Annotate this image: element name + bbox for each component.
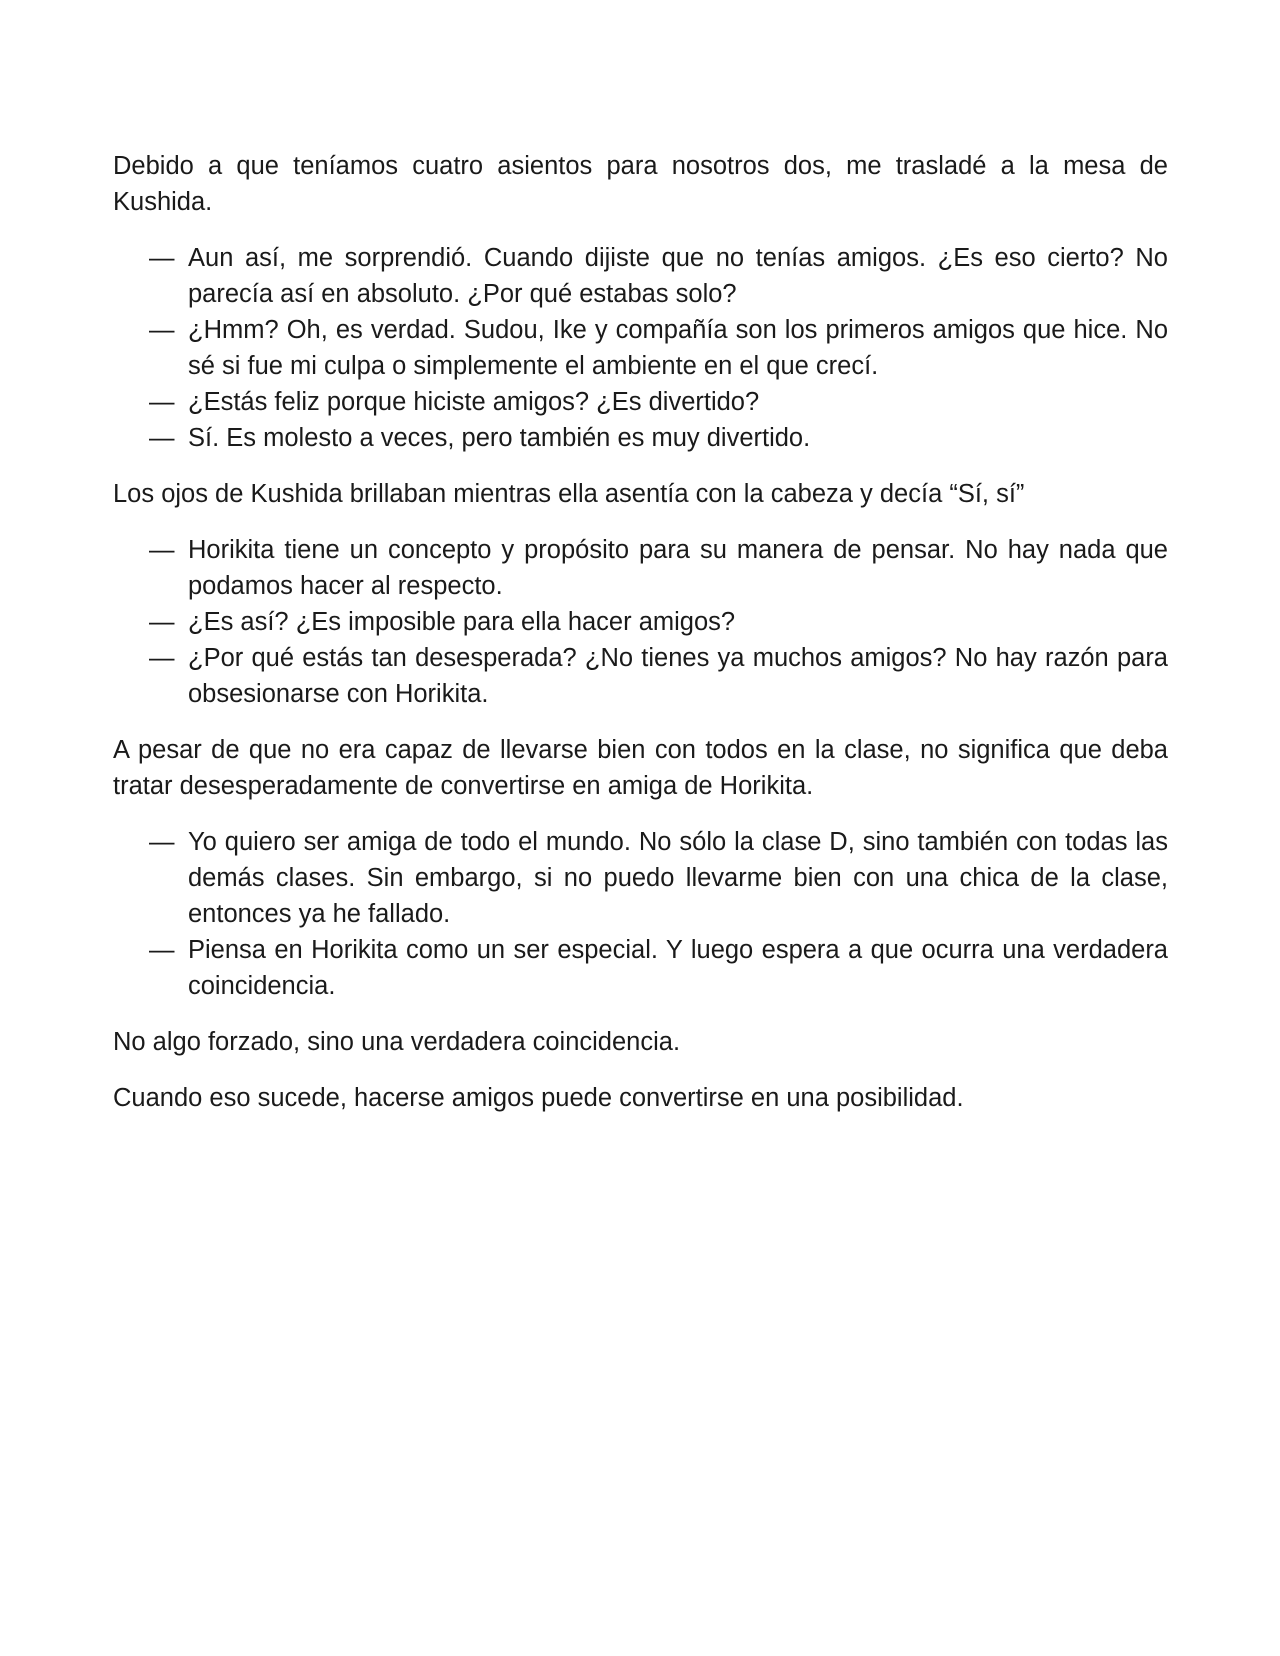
dialogue-line bbox=[113, 532, 1168, 604]
paragraph: Debido a que teníamos cuatro asientos para nosotros dos, me trasladé a la mesa de Kushida. bbox=[113, 152, 1168, 216]
dialogue-block bbox=[113, 532, 1168, 712]
dialogue-line bbox=[113, 932, 1168, 1004]
dialogue-block bbox=[113, 240, 1168, 456]
paragraph: Cuando eso sucede, hacerse amigos puede convertirse en una posibilidad. bbox=[113, 1084, 964, 1112]
paragraph: No algo forzado, sino una verdadera coincidencia. bbox=[113, 1028, 681, 1056]
dialogue-dash: — bbox=[149, 388, 175, 416]
dialogue-dash: — bbox=[149, 608, 175, 636]
dialogue-line bbox=[113, 312, 1168, 384]
dialogue-text: ¿Estás feliz porque hiciste amigos? ¿Es divertido? bbox=[188, 388, 760, 416]
dialogue-block bbox=[113, 824, 1168, 1004]
dialogue-text: Aun así, me sorprendió. Cuando dijiste que no tenías amigos. ¿Es eso cierto? No parecía así en absoluto. ¿Por qué estabas solo? bbox=[188, 244, 1168, 308]
document-page bbox=[113, 148, 1168, 1136]
dialogue-text: Piensa en Horikita como un ser especial. Y luego espera a que ocurra una verdadera coincidencia. bbox=[188, 936, 1168, 1000]
dialogue-text: Yo quiero ser amiga de todo el mundo. No sólo la clase D, sino también con todas las demás clases. Sin embargo, si no puedo llevarme bien con una chica de la clase, entonces ya he fallado. bbox=[188, 828, 1168, 928]
dialogue-text: ¿Por qué estás tan desesperada? ¿No tienes ya muchos amigos? No hay razón para obsesionarse con Horikita. bbox=[188, 644, 1168, 708]
dialogue-line bbox=[113, 240, 1168, 312]
dialogue-dash: — bbox=[149, 244, 175, 272]
dialogue-dash: — bbox=[149, 936, 175, 964]
dialogue-dash: — bbox=[149, 644, 175, 672]
dialogue-line bbox=[113, 640, 1168, 712]
dialogue-line bbox=[113, 384, 1168, 420]
dialogue-text: ¿Hmm? Oh, es verdad. Sudou, Ike y compañía son los primeros amigos que hice. No sé si fue mi culpa o simplemente el ambiente en el que crecí. bbox=[188, 316, 1168, 380]
dialogue-dash: — bbox=[149, 828, 175, 856]
dialogue-dash: — bbox=[149, 424, 175, 452]
dialogue-dash: — bbox=[149, 536, 175, 564]
dialogue-line bbox=[113, 420, 1168, 456]
paragraph: A pesar de que no era capaz de llevarse bien con todos en la clase, no significa que deba tratar desesperadamente de convertirse en amiga de Horikita. bbox=[113, 736, 1168, 800]
dialogue-text: Horikita tiene un concepto y propósito para su manera de pensar. No hay nada que podamos hacer al respecto. bbox=[188, 536, 1168, 600]
dialogue-text: Sí. Es molesto a veces, pero también es muy divertido. bbox=[188, 424, 811, 452]
paragraph: Los ojos de Kushida brillaban mientras ella asentía con la cabeza y decía “Sí, sí” bbox=[113, 480, 1025, 508]
dialogue-line bbox=[113, 824, 1168, 932]
dialogue-text: ¿Es así? ¿Es imposible para ella hacer amigos? bbox=[188, 608, 736, 636]
dialogue-line bbox=[113, 604, 1168, 640]
dialogue-dash: — bbox=[149, 316, 175, 344]
